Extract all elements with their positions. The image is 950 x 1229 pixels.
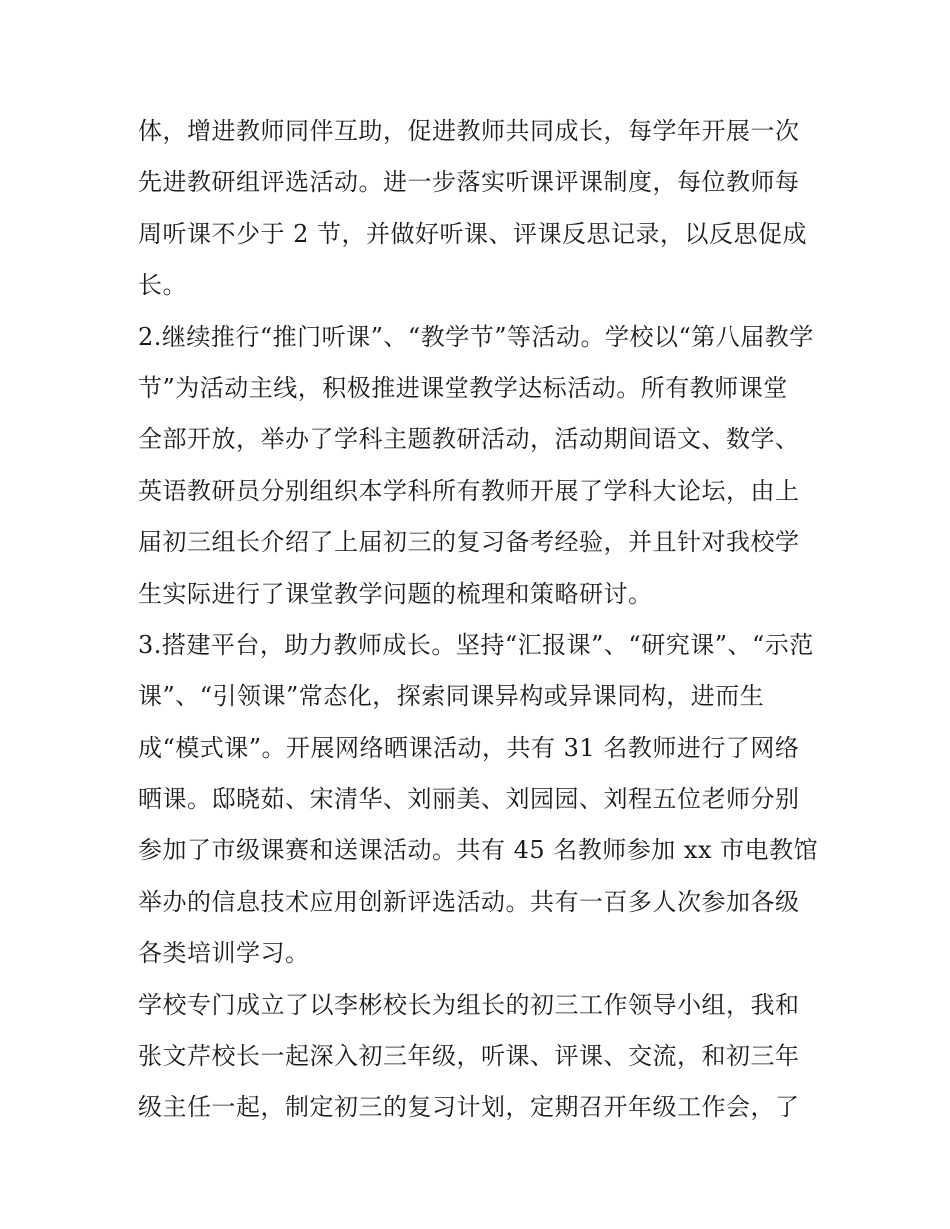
text-line: 英语教研员分别组织本学科所有教师开展了学科大论坛，由上 xyxy=(138,476,800,505)
text-line: 参加了市级课赛和送课活动。共有 45 名教师参加 xx 市电教馆 xyxy=(138,836,819,865)
text-line: 举办的信息技术应用创新评选活动。共有一百多人次参加各级 xyxy=(138,887,800,916)
text-line: 生实际进行了课堂教学问题的梳理和策略研讨。 xyxy=(138,579,653,608)
text-line: 学校专门成立了以李彬校长为组长的初三工作领导小组，我和 xyxy=(138,990,800,1019)
text-line: 课”、“引领课”常态化，探索同课异构或异课同构，进而生 xyxy=(138,682,765,711)
text-line: 体，增进教师同伴互助，促进教师共同成长，每学年开展一次 xyxy=(138,117,800,145)
document-body xyxy=(138,106,818,1134)
text-line: 晒课。邸晓茹、宋清华、刘丽美、刘园园、刘程五位老师分别 xyxy=(138,785,800,814)
text-line: 张文芹校长一起深入初三年级，听课、评课、交流，和初三年 xyxy=(138,1042,800,1071)
text-line: 成“模式课”。开展网络晒课活动，共有 31 名教师进行了网络 xyxy=(138,733,800,762)
text-line: 先进教研组评选活动。进一步落实听课评课制度，每位教师每 xyxy=(138,168,800,197)
text-line: 届初三组长介绍了上届初三的复习备考经验，并且针对我校学 xyxy=(138,528,800,557)
text-line: 周听课不少于 2 节，并做好听课、评课反思记录，以反思促成 xyxy=(138,219,808,248)
text-line: 各类培训学习。 xyxy=(138,939,310,968)
text-line: 全部开放，举办了学科主题教研活动，活动期间语文、数学、 xyxy=(138,425,800,454)
text-line: 3.搭建平台，助力教师成长。坚持“汇报课”、“研究课”、“示范 xyxy=(138,630,814,659)
text-line: 级主任一起，制定初三的复习计划，定期召开年级工作会，了 xyxy=(138,1093,800,1122)
text-line: 2.继续推行“推门听课”、“教学节”等活动。学校以“第八届教学 xyxy=(138,322,814,351)
text-line: 长。 xyxy=(138,271,187,300)
text-line: 节”为活动主线，积极推进课堂教学达标活动。所有教师课堂 xyxy=(138,373,788,402)
